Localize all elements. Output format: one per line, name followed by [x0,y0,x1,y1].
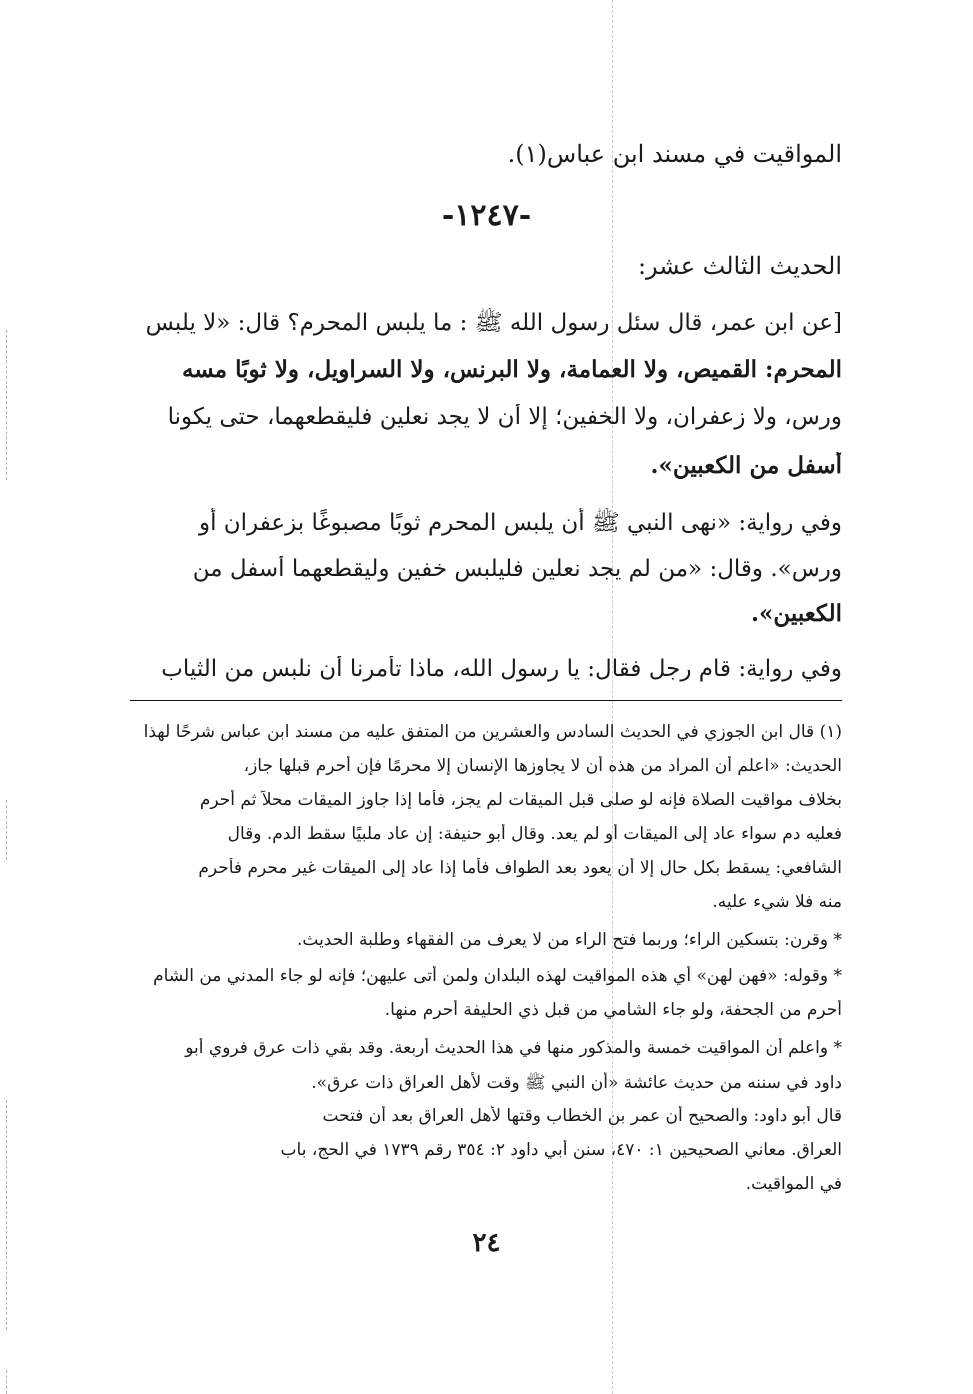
riwaya-line: الكعبين». [751,600,842,627]
footnote-line: (١) قال ابن الجوزي في الحديث السادس والعشرين من المتفق عليه من مسند ابن عباس شرحًا لهذا [143,722,842,742]
footnote-line: داود في سننه من حديث عائشة «أن النبي ﷺ وقت لأهل العراق ذات عرق». [311,1073,842,1093]
riwaya-line: ورس». وقال: «من لم يجد نعلين فليلبس خفين وليقطعهما أسفل من [192,556,842,582]
hadith-number: -١٢٤٧- [441,198,532,233]
footnote-line: منه فلا شيء عليه. [712,892,842,912]
page-number: ٢٤ [472,1228,501,1258]
footnote-line: قال أبو داود: والصحيح أن عمر بن الخطاب وقتها لأهل العراق بعد أن فتحت [322,1106,842,1126]
hadith-line: المحرم: القميص، ولا العمامة، ولا البرنس، ولا السراويل، ولا ثوبًا مسه [181,356,842,383]
section-heading: الحديث الثالث عشر: [637,252,842,280]
footnote-line: بخلاف مواقيت الصلاة فإنه لو صلى قبل الميقات لم يجز، فأما إذا جاوز الميقات محلاً ثم أحرم [199,790,842,810]
footnote-line: أحرم من الجحفة، ولو جاء الشامي من قبل ذي الحليفة أحرم منها. [384,1000,842,1020]
hadith-line: أسفل من الكعبين». [650,452,842,479]
hadith-line: ورس، ولا زعفران، ولا الخفين؛ إلا أن لا يجد نعلين فليقطعهما، حتى يكونا [167,404,842,430]
scan-margin-mark [6,1100,7,1330]
scan-margin-mark [6,800,7,860]
footnote-line: الشافعي: يسقط بكل حال إلا أن يعود بعد الطواف فأما إذا عاد إلى الميقات غير محرم فأحرم [198,858,842,878]
footnote-line: * وقرن: بتسكين الراء؛ وربما فتح الراء من لا يعرف من الفقهاء وطلبة الحديث. [296,930,842,950]
riwaya-line: وفي رواية: «نهى النبي ﷺ أن يلبس المحرم ثوبًا مصبوغًا بزعفران أو [198,510,842,536]
footnote-line: في المواقيت. [745,1174,842,1194]
intro-line: المواقيت في مسند ابن عباس(١). [507,140,842,168]
scan-margin-mark [6,1370,7,1394]
footnote-line: الحديث: «اعلم أن المراد من هذه أن لا يجاوزها الإنسان إلا محرمًا فإن أحرم قبلها جاز، [243,756,842,776]
footnote-line: فعليه دم سواء عاد إلى الميقات أو لم يعد. وقال أبو حنيفة: إن عاد ملبيًا سقط الدم. وقال [227,824,842,844]
footnote-line: العراق. معاني الصحيحين ١: ٤٧٠، سنن أبي داود ٢: ٣٥٤ رقم ١٧٣٩ في الحج، باب [280,1140,842,1160]
scan-margin-mark [6,330,7,480]
footnote-line: * وقوله: «فهن لهن» أي هذه المواقيت لهذه البلدان ولمن أتى عليهن؛ فإنه لو جاء المدني من الشام [153,966,842,986]
riwaya-line: وفي رواية: قام رجل فقال: يا رسول الله، ماذا تأمرنا أن نلبس من الثياب [161,656,842,682]
footnote-line: * واعلم أن المواقيت خمسة والمذكور منها في هذا الحديث أربعة. وقد بقي ذات عرق فروي أبو [185,1038,842,1058]
footnote-separator [130,700,842,701]
hadith-line: [عن ابن عمر، قال سئل رسول الله ﷺ : ما يلبس المحرم؟ قال: «لا يلبس [145,310,842,336]
